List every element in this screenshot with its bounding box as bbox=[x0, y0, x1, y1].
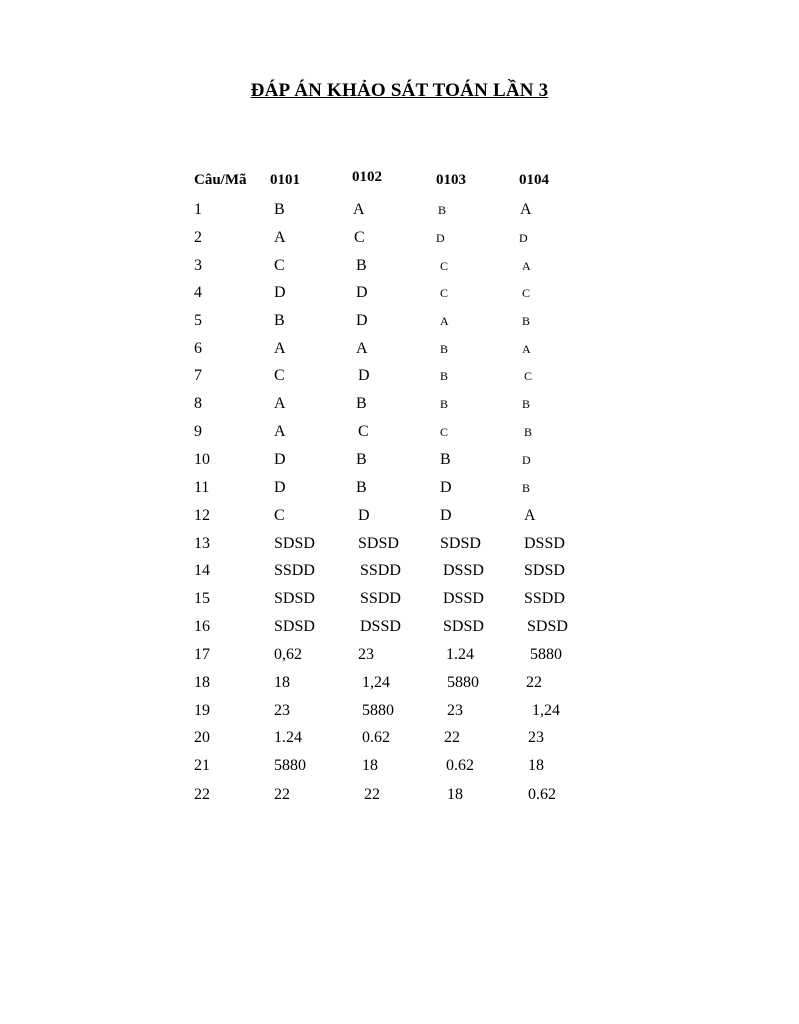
answer-cell: SDSD bbox=[440, 535, 481, 552]
table-header-row bbox=[194, 166, 614, 194]
header-cell: 0104 bbox=[519, 172, 549, 188]
answer-cell: A bbox=[522, 259, 531, 273]
table-row bbox=[194, 697, 614, 725]
answer-cell: 1,24 bbox=[532, 702, 560, 719]
answer-cell: DSSD bbox=[443, 562, 484, 579]
answer-cell: 1.24 bbox=[446, 646, 474, 663]
answer-cell: 1.24 bbox=[274, 729, 302, 746]
answer-cell: A bbox=[274, 395, 286, 412]
answer-cell: 5880 bbox=[530, 646, 562, 663]
header-cell: 0102 bbox=[352, 169, 382, 185]
answer-cell: D bbox=[440, 479, 452, 496]
answer-cell: 18 bbox=[274, 674, 290, 691]
question-number-cell: 5 bbox=[194, 312, 202, 329]
answer-cell: 0.62 bbox=[446, 757, 474, 774]
table-row bbox=[194, 252, 614, 280]
answer-cell: B bbox=[440, 397, 449, 411]
answer-cell: B bbox=[274, 201, 285, 218]
answer-cell: 22 bbox=[364, 786, 380, 803]
answer-cell: A bbox=[356, 340, 368, 357]
answer-cell: B bbox=[356, 451, 367, 468]
answer-cell: SDSD bbox=[527, 618, 568, 635]
answer-cell: DSSD bbox=[360, 618, 401, 635]
answer-cell: C bbox=[274, 257, 285, 274]
answer-cell: 22 bbox=[274, 786, 290, 803]
question-number-cell: 19 bbox=[194, 702, 210, 719]
answer-cell: B bbox=[356, 257, 367, 274]
question-number-cell: 9 bbox=[194, 423, 202, 440]
answer-cell: 23 bbox=[358, 646, 374, 663]
question-number-cell: 16 bbox=[194, 618, 210, 635]
answer-cell: C bbox=[440, 259, 449, 273]
table-row bbox=[194, 724, 614, 752]
question-number-cell: 20 bbox=[194, 729, 210, 746]
answer-cell: A bbox=[274, 340, 286, 357]
question-number-cell: 8 bbox=[194, 395, 202, 412]
answer-cell: SSDD bbox=[360, 590, 401, 607]
question-number-cell: 11 bbox=[194, 479, 210, 496]
answer-cell: C bbox=[274, 507, 285, 524]
question-number-cell: 3 bbox=[194, 257, 202, 274]
answer-cell: SDSD bbox=[358, 535, 399, 552]
question-number-cell: 13 bbox=[194, 535, 210, 552]
answer-cell: 18 bbox=[528, 757, 544, 774]
answer-cell: 5880 bbox=[447, 674, 479, 691]
question-number-cell: 2 bbox=[194, 229, 202, 246]
answer-cell: D bbox=[274, 451, 286, 468]
answer-cell: D bbox=[519, 231, 528, 245]
table-row bbox=[194, 669, 614, 697]
answer-cell: C bbox=[522, 286, 531, 300]
answer-cell: SSDD bbox=[274, 562, 315, 579]
answer-cell: B bbox=[440, 369, 449, 383]
question-number-cell: 4 bbox=[194, 284, 202, 301]
answer-cell: C bbox=[440, 286, 449, 300]
answer-cell: A bbox=[353, 201, 365, 218]
answer-cell: C bbox=[358, 423, 369, 440]
answer-cell: D bbox=[436, 231, 445, 245]
table-row bbox=[194, 474, 614, 502]
page-title: ĐÁP ÁN KHẢO SÁT TOÁN LẦN 3 bbox=[250, 80, 549, 101]
question-number-cell: 15 bbox=[194, 590, 210, 607]
answer-cell: 23 bbox=[274, 702, 290, 719]
question-number-cell: 1 bbox=[194, 201, 202, 218]
question-number-cell: 14 bbox=[194, 562, 210, 579]
answer-cell: SDSD bbox=[524, 562, 565, 579]
answer-cell: 1,24 bbox=[362, 674, 390, 691]
table-row bbox=[194, 585, 614, 613]
question-number-cell: 18 bbox=[194, 674, 210, 691]
answer-cell: 0,62 bbox=[274, 646, 302, 663]
answer-cell: DSSD bbox=[524, 535, 565, 552]
table-row bbox=[194, 279, 614, 307]
answer-cell: C bbox=[274, 367, 285, 384]
answer-cell: D bbox=[274, 479, 286, 496]
answer-cell: 0.62 bbox=[528, 786, 556, 803]
answer-cell: B bbox=[274, 312, 285, 329]
answer-cell: D bbox=[356, 312, 368, 329]
answer-cell: A bbox=[520, 201, 532, 218]
answer-cell: C bbox=[524, 369, 533, 383]
question-number-cell: 6 bbox=[194, 340, 202, 357]
answer-cell: SDSD bbox=[443, 618, 484, 635]
answer-cell: A bbox=[274, 229, 286, 246]
answer-cell: 23 bbox=[447, 702, 463, 719]
table-row bbox=[194, 781, 614, 809]
table-row bbox=[194, 418, 614, 446]
answer-cell: C bbox=[440, 425, 449, 439]
answer-cell: D bbox=[274, 284, 286, 301]
header-cell: 0103 bbox=[436, 172, 466, 188]
answer-cell: B bbox=[524, 425, 533, 439]
answer-cell: C bbox=[354, 229, 365, 246]
answer-cell: B bbox=[440, 342, 449, 356]
answer-cell: 22 bbox=[526, 674, 542, 691]
question-number-cell: 21 bbox=[194, 757, 210, 774]
question-number-cell: 22 bbox=[194, 786, 210, 803]
table-row bbox=[194, 362, 614, 390]
answer-cell: 18 bbox=[362, 757, 378, 774]
table-row bbox=[194, 613, 614, 641]
answer-cell: SSDD bbox=[360, 562, 401, 579]
answer-cell: SDSD bbox=[274, 535, 315, 552]
table-row bbox=[194, 557, 614, 585]
answer-cell: 5880 bbox=[362, 702, 394, 719]
answer-cell: B bbox=[522, 481, 531, 495]
question-number-cell: 12 bbox=[194, 507, 210, 524]
table-row bbox=[194, 224, 614, 252]
answer-cell: 0.62 bbox=[362, 729, 390, 746]
answer-cell: SSDD bbox=[524, 590, 565, 607]
answer-cell: D bbox=[356, 284, 368, 301]
answer-cell: 22 bbox=[444, 729, 460, 746]
header-cell: 0101 bbox=[270, 172, 300, 188]
table-row bbox=[194, 335, 614, 363]
table-row bbox=[194, 446, 614, 474]
question-number-cell: 7 bbox=[194, 367, 202, 384]
answer-cell: 5880 bbox=[274, 757, 306, 774]
table-row bbox=[194, 752, 614, 780]
header-cell: Câu/Mã bbox=[194, 172, 247, 188]
answer-cell: SDSD bbox=[274, 590, 315, 607]
answer-cell: D bbox=[358, 507, 370, 524]
table-row bbox=[194, 196, 614, 224]
answer-cell: D bbox=[522, 453, 531, 467]
answer-cell: A bbox=[274, 423, 286, 440]
question-number-cell: 10 bbox=[194, 451, 210, 468]
table-row bbox=[194, 390, 614, 418]
answer-cell: 18 bbox=[447, 786, 463, 803]
answer-cell: B bbox=[522, 314, 531, 328]
table-row bbox=[194, 307, 614, 335]
table-row bbox=[194, 641, 614, 669]
answer-cell: DSSD bbox=[443, 590, 484, 607]
answer-cell: B bbox=[438, 203, 447, 217]
answer-cell: A bbox=[524, 507, 536, 524]
answer-cell: B bbox=[522, 397, 531, 411]
table-row bbox=[194, 530, 614, 558]
question-number-cell: 17 bbox=[194, 646, 210, 663]
answer-cell: A bbox=[440, 314, 449, 328]
table-row bbox=[194, 502, 614, 530]
answer-cell: B bbox=[356, 395, 367, 412]
answer-cell: D bbox=[358, 367, 370, 384]
answer-cell: 23 bbox=[528, 729, 544, 746]
answer-cell: SDSD bbox=[274, 618, 315, 635]
answer-cell: B bbox=[440, 451, 451, 468]
answer-cell: B bbox=[356, 479, 367, 496]
answer-cell: A bbox=[522, 342, 531, 356]
answer-cell: D bbox=[440, 507, 452, 524]
